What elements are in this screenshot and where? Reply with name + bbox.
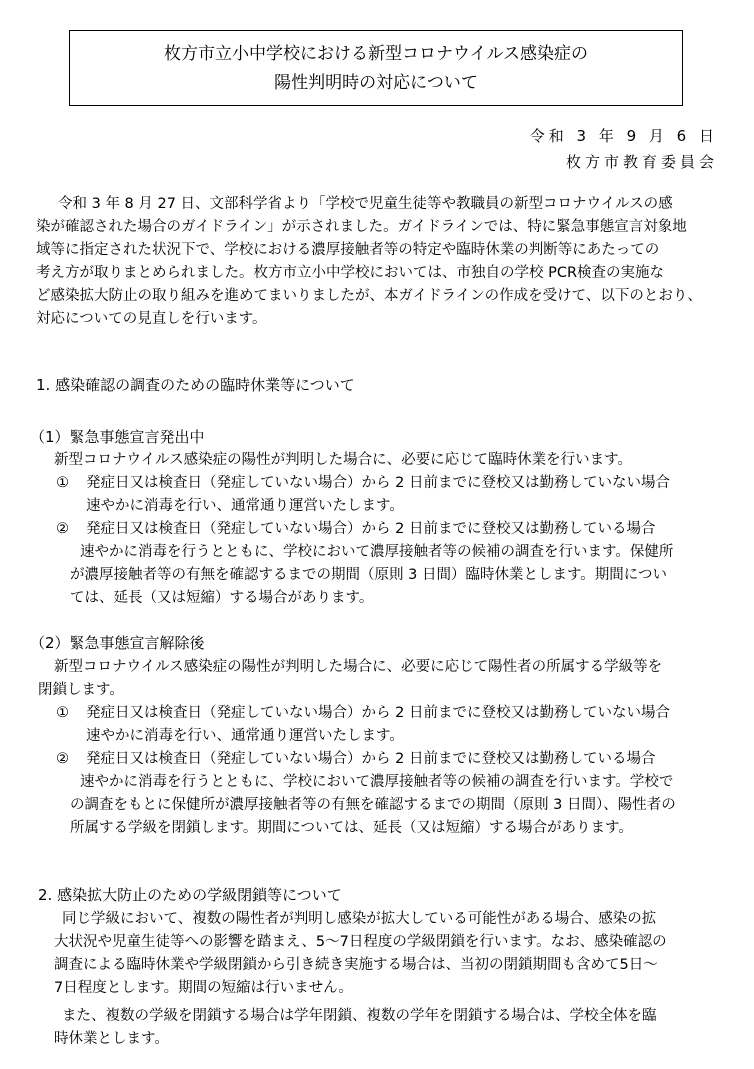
section-1-2-lead-1: 新型コロナウイルス感染症の陽性が判明した場合に、必要に応じて陽性者の所属する学級等を [54,659,663,675]
section-2-p1-line-1: 同じ学級において、複数の陽性者が判明し感染が拡大している可能性がある場合、感染の拡 [62,911,657,927]
issuer: 枚方市教育委員会 [565,153,718,171]
title-line-1: 枚方市立小中学校における新型コロナウイルス感染症の [164,44,588,64]
intro-line-4: 考え方が取りまとめられました。枚方市立小中学校においては、市独自の学校 PCR検査の実施な [36,265,665,281]
section-2-p1-line-4: 7日程度とします。期間の短縮は行いません。 [54,980,353,996]
item-2-2-line-2: 速やかに消毒を行うとともに、学校において濃厚接触者等の候補の調査を行います。学校で [80,774,674,790]
intro-line-3: 域等に指定された状況下で、学校における濃厚接触者等の特定や臨時休業の判断等にあたっての [36,242,660,258]
section-1-1-lead: 新型コロナウイルス感染症の陽性が判明した場合に、必要に応じて臨時休業を行います。 [54,452,632,468]
item-2-1-line-2: 速やかに消毒を行い、通常通り運営いたします。 [86,728,404,744]
section-2-heading: 2. 感染拡大防止のための学級閉鎖等について [38,886,342,904]
item-2-2-line-3: の調査をもとに保健所が濃厚接触者等の有無を確認するまでの期間（原則 3 日間）、陽性者の [70,797,676,813]
item-2-1-line-1: 発症日又は検査日（発症していない場合）から 2 日前までに登校又は勤務していない場合 [86,705,670,721]
item-1-1-line-2: 速やかに消毒を行い、通常通り運営いたします。 [86,498,404,514]
item-1-2-line-2: 速やかに消毒を行うとともに、学校において濃厚接触者等の候補の調査を行います。保健所 [80,544,674,560]
item-number: ② [56,521,69,537]
section-2-p2-line-1: また、複数の学級を閉鎖する場合は学年閉鎖、複数の学年を閉鎖する場合は、学校全体を臨 [62,1008,657,1024]
intro-line-1: 令和 3 年 8 月 27 日、文部科学省より「学校で児童生徒等や教職員の新型コロナウイルスの感 [58,196,673,212]
intro-line-5: ど感染拡大防止の取り組みを進めてまいりましたが、本ガイドラインの作成を受けて、以下のとおり、 [36,288,702,304]
issue-date: 令和 3 年 9 月 6 日 [529,127,718,145]
item-2-2-line-1: 発症日又は検査日（発症していない場合）から 2 日前までに登校又は勤務している場合 [86,751,656,767]
section-2-p1-line-3: 調査による臨時休業や学級閉鎖から引き続き実施する場合は、当初の閉鎖期間も含めて5日～ [54,957,658,973]
intro-line-6: 対応についての見直しを行います。 [36,311,267,327]
item-1-2-line-4: ては、延長（又は短縮）する場合があります。 [70,590,374,606]
item-1-1-line-1: 発症日又は検査日（発症していない場合）から 2 日前までに登校又は勤務していない場合 [86,475,670,491]
section-2-p1-line-2: 大状況や児童生徒等への影響を踏まえ、5～7日程度の学級閉鎖を行います。なお、感染確認の [54,934,667,950]
section-1-2-heading: （2）緊急事態宣言解除後 [30,634,205,652]
section-1-1-heading: （1）緊急事態宣言発出中 [30,428,205,446]
item-number: ② [56,751,69,767]
item-1-2-line-1: 発症日又は検査日（発症していない場合）から 2 日前までに登校又は勤務している場合 [86,521,656,537]
intro-line-2: 染が確認された場合のガイドライン」が示されました。ガイドラインでは、特に緊急事態宣言対象地 [36,219,687,235]
section-1-2-lead-2: 閉鎖します。 [38,682,124,698]
document-title-box [69,30,683,106]
section-2-p2-line-2: 時休業とします。 [54,1031,169,1047]
section-1-heading: 1. 感染確認の調査のための臨時休業等について [36,376,355,394]
item-number: ① [56,705,69,721]
item-number: ① [56,475,69,491]
title-line-2: 陽性判明時の対応について [274,73,478,93]
item-1-2-line-3: が濃厚接触者等の有無を確認するまでの期間（原則 3 日間）臨時休業とします。期間につい [70,567,667,583]
item-2-2-line-4: 所属する学級を閉鎖します。期間については、延長（又は短縮）する場合があります。 [70,820,633,836]
date-block [530,123,718,175]
